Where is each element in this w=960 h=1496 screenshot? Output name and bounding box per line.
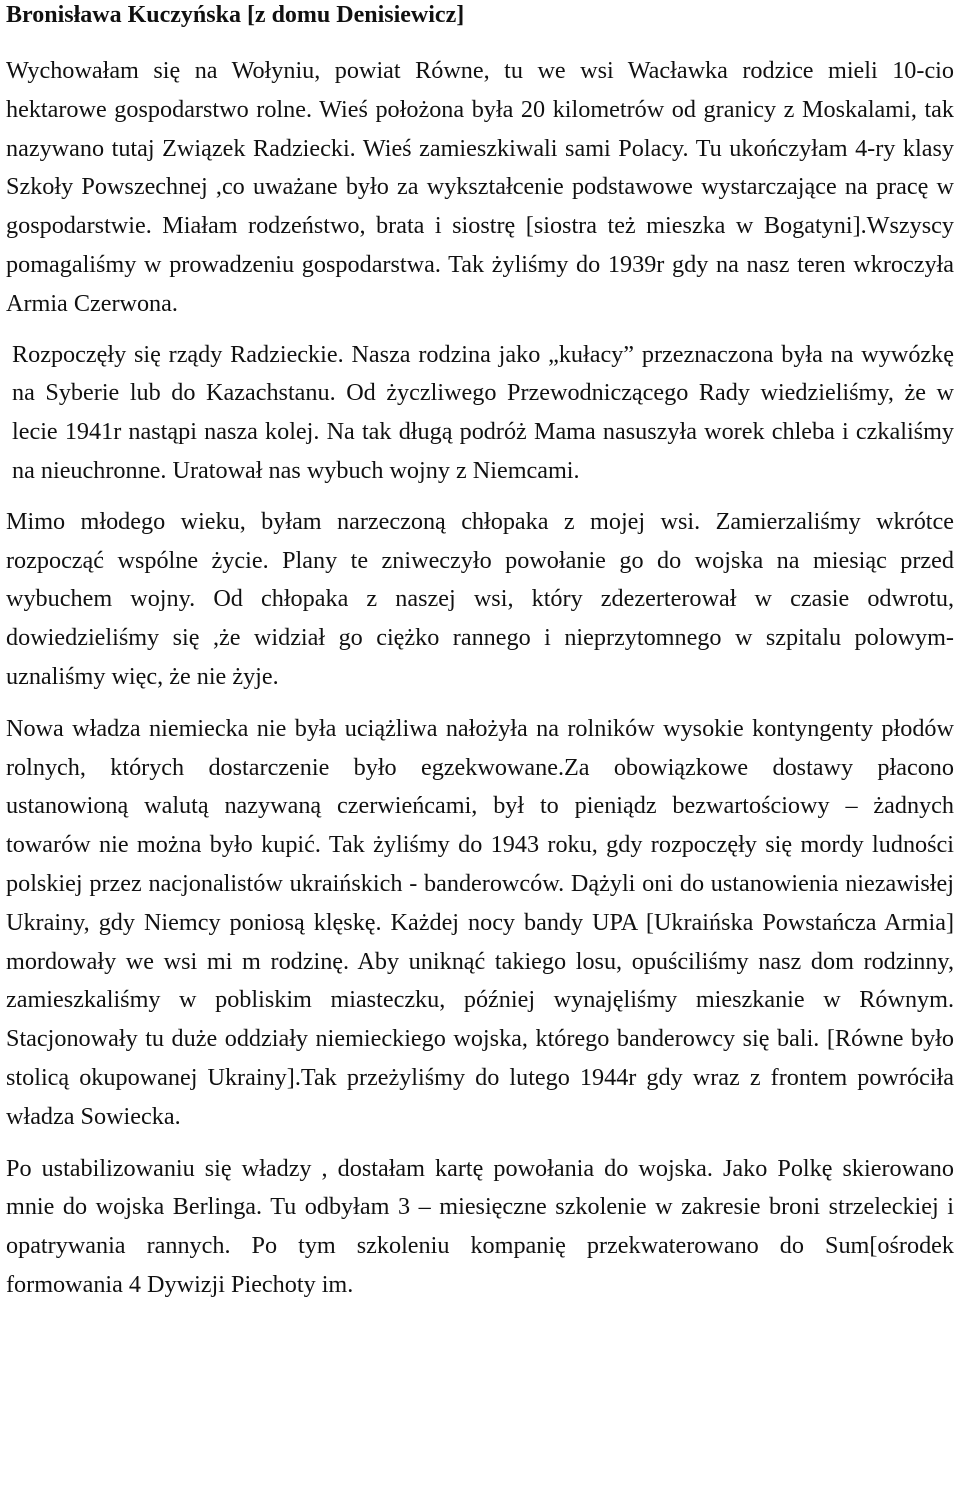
paragraph-2: Rozpoczęły się rządy Radzieckie. Nasza rodzina jako „kułacy” przeznaczona była na wywózkę na Syberie lub do Kazachstanu. Od życzliwego Przewodniczącego Rady wiedzieliśmy, że w lecie 1941r nastąpi nasza kolej. Na tak długą podróż Mama nasuszyła worek chleba i czkaliśmy na nieuchronne. Uratował nas wybuch wojny z Niemcami. (12, 340, 954, 484)
paragraph-3: Mimo młodego wieku, byłam narzeczoną chłopaka z mojej wsi. Zamierzaliśmy wkrótce rozpocząć wspólne życie. Plany te zniweczyło powołanie go do wojska na miesiąc przed wybuchem wojny. Od chłopaka z naszej wsi, który zdezerterował w czasie odwrotu, dowiedzieliśmy się ,że widział go ciężko rannego i nieprzytomnego w szpitalu polowym- uznaliśmy więc, że nie żyje. (6, 507, 954, 690)
document-title: Bronisława Kuczyńska [z domu Denisiewicz] (6, 2, 465, 28)
paragraph-4: Nowa władza niemiecka nie była uciążliwa nałożyła na rolników wysokie kontyngenty płodów rolnych, których dostarczenie było egzekwowane.Za obowiązkowe dostawy płacono ustanowioną walutą nazywaną czerwieńcami, był to pieniądz bezwartościowy – żadnych towarów nie można było kupić. Tak żyliśmy do 1943 roku, gdy rozpoczęły się mordy ludności polskiej przez nacjonalistów ukraińskich - banderowców. Dążyli oni do ustanowienia niezawisłej Ukrainy, gdy Niemcy poniosą klęskę. Każdej nocy bandy UPA [Ukraińska Powstańcza Armia] mordowały we wsi mi m rodzinę. Aby uniknąć takiego losu, opuściliśmy nasz dom rodzinny, zamieszkaliśmy w pobliskim miasteczku, później wynajęliśmy mieszkanie w Równym. Stacjonowały tu duże oddziały niemieckiego wojska, którego banderowcy się bali. [Równe było stolicą okupowanej Ukrainy].Tak przeżyliśmy do lutego 1944r gdy wraz z frontem powróciła władza Sowiecka. (6, 714, 954, 1130)
paragraph-5: Po ustabilizowaniu się władzy , dostałam kartę powołania do wojska. Jako Polkę skierowano mnie do wojska Berlinga. Tu odbyłam 3 – miesięczne szkolenie w zakresie broni strzeleckiej i opatrywania rannych. Po tym szkoleniu kompanię przekwaterowano do Sum[ośrodek formowania 4 Dywizji Piechoty im. (6, 1154, 954, 1298)
paragraph-1: Wychowałam się na Wołyniu, powiat Równe, tu we wsi Wacławka rodzice mieli 10-cio hektarowe gospodarstwo rolne. Wieś położona była 20 kilometrów od granicy z Moskalami, tak nazywano tutaj Związek Radziecki. Wieś zamieszkiwali sami Polacy. Tu ukończyłam 4-ry klasy Szkoły Powszechnej ,co uważane było za wykształcenie podstawowe wystarczające na pracę w gospodarstwie. Miałam rodzeństwo, brata i siostrę [siostra też mieszka w Bogatyni].Wszyscy pomagaliśmy w prowadzeniu gospodarstwa. Tak żyliśmy do 1939r gdy na nasz teren wkroczyła Armia Czerwona. (6, 57, 954, 317)
